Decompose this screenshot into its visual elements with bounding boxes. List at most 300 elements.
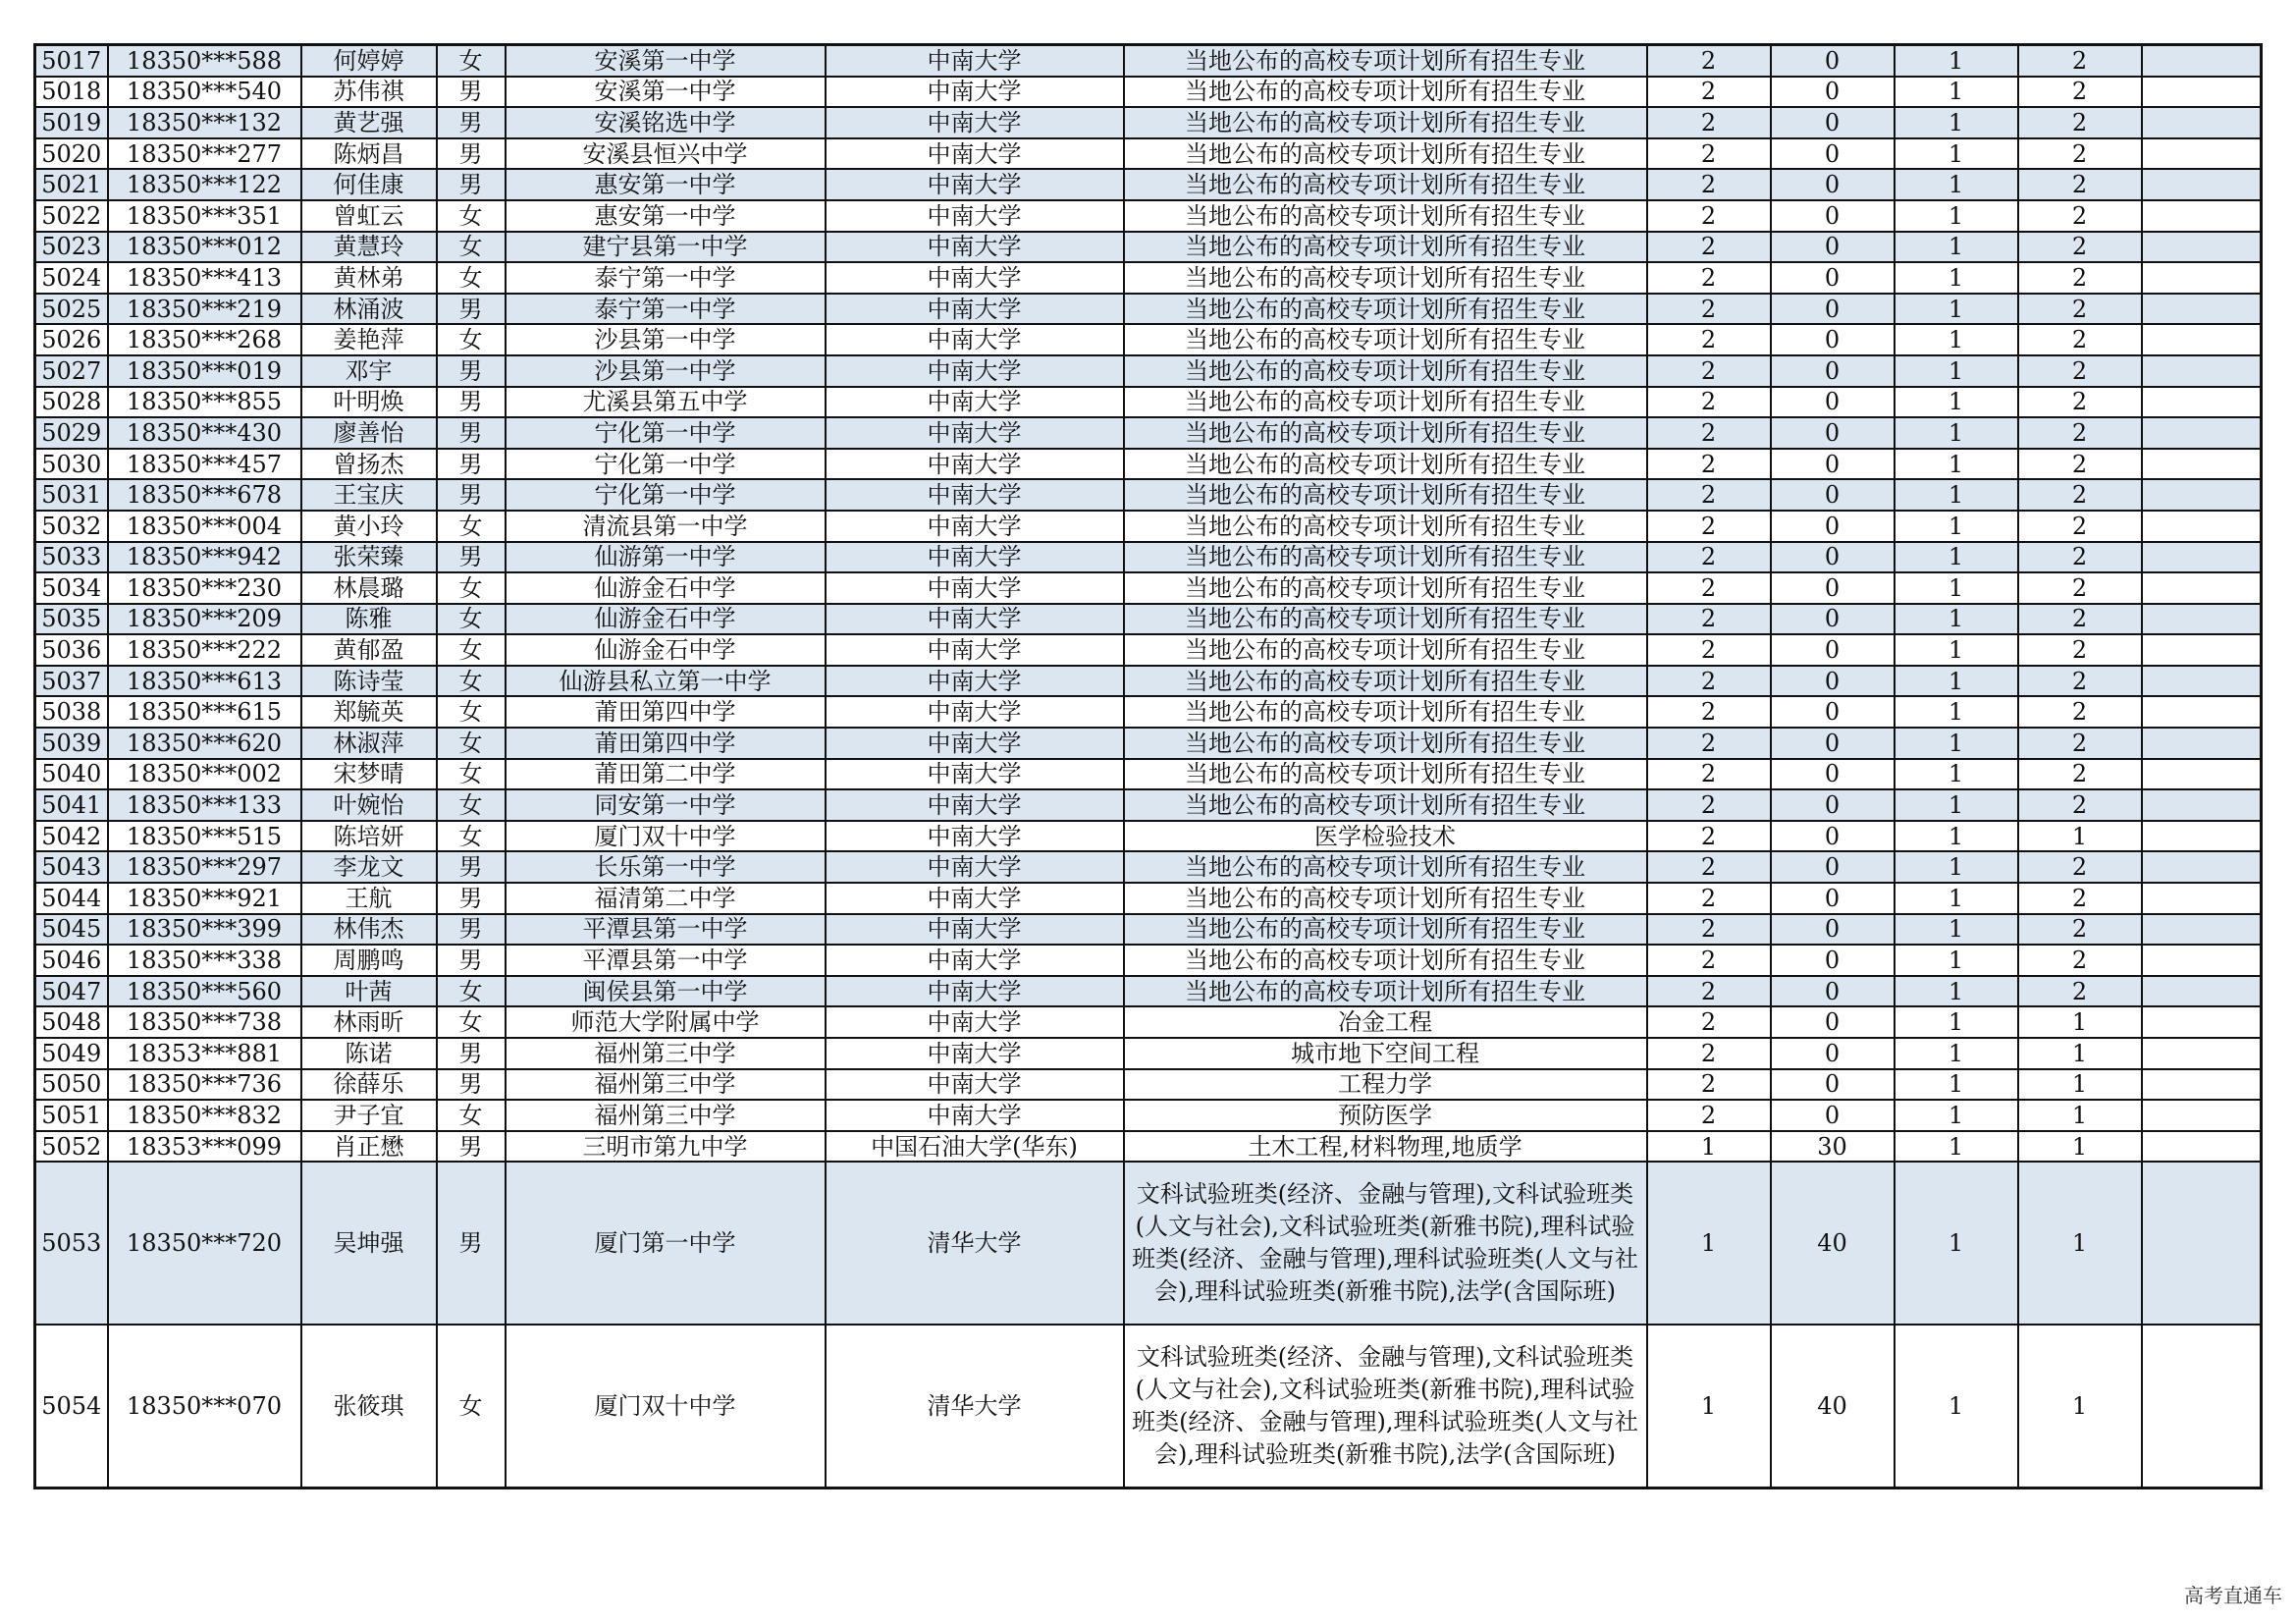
cell-value-2: 0 [1771, 138, 1895, 170]
cell-university: 中南大学 [826, 1006, 1124, 1038]
cell-exam-number: 18350***613 [108, 666, 301, 697]
cell-serial-number: 5023 [35, 232, 108, 263]
cell-serial-number: 5052 [35, 1131, 108, 1163]
cell-gender: 男 [437, 851, 506, 883]
cell-university: 中南大学 [826, 728, 1124, 759]
cell-student-name: 陈炳昌 [301, 138, 437, 170]
cell-value-3: 1 [1895, 232, 2018, 263]
cell-student-name: 陈雅 [301, 604, 437, 635]
cell-value-4: 1 [2018, 1325, 2142, 1489]
cell-high-school: 宁化第一中学 [506, 479, 826, 511]
cell-exam-number: 18350***351 [108, 200, 301, 232]
cell-value-3: 1 [1895, 1131, 2018, 1163]
cell-major: 当地公布的高校专项计划所有招生专业 [1124, 200, 1647, 232]
cell-gender: 女 [437, 1100, 506, 1131]
cell-student-name: 林雨昕 [301, 1006, 437, 1038]
cell-serial-number: 5041 [35, 789, 108, 821]
cell-value-3: 1 [1895, 200, 2018, 232]
cell-value-2: 0 [1771, 1069, 1895, 1101]
cell-gender: 男 [437, 449, 506, 480]
cell-value-2: 0 [1771, 417, 1895, 449]
table-row [35, 417, 2262, 449]
cell-serial-number: 5018 [35, 77, 108, 108]
table-row [35, 511, 2262, 542]
cell-value-4: 2 [2018, 542, 2142, 573]
cell-exam-number: 18353***881 [108, 1038, 301, 1069]
cell-serial-number: 5040 [35, 759, 108, 790]
cell-value-3: 1 [1895, 355, 2018, 387]
cell-major: 当地公布的高校专项计划所有招生专业 [1124, 479, 1647, 511]
cell-value-3: 1 [1895, 294, 2018, 325]
cell-value-1: 2 [1647, 572, 1771, 604]
cell-value-2: 0 [1771, 634, 1895, 666]
cell-high-school: 宁化第一中学 [506, 417, 826, 449]
cell-university: 清华大学 [826, 1162, 1124, 1325]
cell-gender: 男 [437, 479, 506, 511]
cell-value-1: 2 [1647, 449, 1771, 480]
cell-exam-number: 18350***012 [108, 232, 301, 263]
cell-value-3: 1 [1895, 604, 2018, 635]
table-row [35, 1131, 2262, 1163]
cell-value-1: 2 [1647, 417, 1771, 449]
cell-gender: 男 [437, 1162, 506, 1325]
cell-value-2: 0 [1771, 914, 1895, 946]
cell-high-school: 闽侯县第一中学 [506, 976, 826, 1007]
cell-value-1: 2 [1647, 945, 1771, 976]
cell-gender: 女 [437, 200, 506, 232]
cell-major: 当地公布的高校专项计划所有招生专业 [1124, 728, 1647, 759]
cell-major: 当地公布的高校专项计划所有招生专业 [1124, 45, 1647, 77]
cell-serial-number: 5049 [35, 1038, 108, 1069]
cell-serial-number: 5038 [35, 696, 108, 728]
cell-serial-number: 5028 [35, 387, 108, 418]
cell-exam-number: 18353***099 [108, 1131, 301, 1163]
cell-major: 文科试验班类(经济、金融与管理),文科试验班类(人文与社会),文科试验班类(新雅书院),理科试验班类(经济、金融与管理),理科试验班类(人文与社会),理科试验班类(新雅书院),法学(含国际班) [1124, 1325, 1647, 1489]
table-row [35, 945, 2262, 976]
cell-value-4: 2 [2018, 262, 2142, 294]
cell-exam-number: 18350***615 [108, 696, 301, 728]
cell-high-school: 三明市第九中学 [506, 1131, 826, 1163]
cell-high-school: 福州第三中学 [506, 1100, 826, 1131]
cell-university: 中南大学 [826, 976, 1124, 1007]
cell-value-2: 0 [1771, 883, 1895, 914]
cell-value-4: 2 [2018, 107, 2142, 138]
cell-value-4: 1 [2018, 1038, 2142, 1069]
cell-student-name: 张筱琪 [301, 1325, 437, 1489]
cell-value-2: 0 [1771, 200, 1895, 232]
cell-high-school: 厦门双十中学 [506, 1325, 826, 1489]
cell-serial-number: 5021 [35, 169, 108, 200]
cell-high-school: 同安第一中学 [506, 789, 826, 821]
cell-value-3: 1 [1895, 479, 2018, 511]
cell-high-school: 仙游县私立第一中学 [506, 666, 826, 697]
cell-value-1: 2 [1647, 542, 1771, 573]
cell-value-4: 1 [2018, 1131, 2142, 1163]
cell-university: 中南大学 [826, 417, 1124, 449]
cell-value-1: 2 [1647, 511, 1771, 542]
cell-remark [2142, 851, 2262, 883]
cell-value-3: 1 [1895, 1325, 2018, 1489]
cell-value-2: 0 [1771, 77, 1895, 108]
cell-major: 当地公布的高校专项计划所有招生专业 [1124, 232, 1647, 263]
cell-value-4: 2 [2018, 511, 2142, 542]
cell-university: 中南大学 [826, 851, 1124, 883]
cell-gender: 男 [437, 1069, 506, 1101]
cell-exam-number: 18350***430 [108, 417, 301, 449]
cell-value-4: 1 [2018, 1069, 2142, 1101]
cell-student-name: 曾虹云 [301, 200, 437, 232]
cell-major: 当地公布的高校专项计划所有招生专业 [1124, 107, 1647, 138]
cell-value-2: 0 [1771, 387, 1895, 418]
cell-high-school: 宁化第一中学 [506, 449, 826, 480]
cell-value-4: 2 [2018, 45, 2142, 77]
cell-value-4: 2 [2018, 387, 2142, 418]
cell-value-2: 0 [1771, 449, 1895, 480]
cell-exam-number: 18350***540 [108, 77, 301, 108]
cell-university: 中南大学 [826, 45, 1124, 77]
cell-student-name: 吴坤强 [301, 1162, 437, 1325]
cell-value-2: 0 [1771, 294, 1895, 325]
cell-major: 预防医学 [1124, 1100, 1647, 1131]
cell-value-4: 2 [2018, 572, 2142, 604]
cell-value-1: 2 [1647, 976, 1771, 1007]
cell-high-school: 长乐第一中学 [506, 851, 826, 883]
table-row [35, 1100, 2262, 1131]
cell-university: 中南大学 [826, 169, 1124, 200]
cell-student-name: 苏伟祺 [301, 77, 437, 108]
cell-value-2: 0 [1771, 479, 1895, 511]
cell-value-2: 0 [1771, 666, 1895, 697]
cell-value-4: 2 [2018, 604, 2142, 635]
cell-exam-number: 18350***720 [108, 1162, 301, 1325]
cell-value-1: 2 [1647, 200, 1771, 232]
cell-remark [2142, 200, 2262, 232]
cell-value-4: 2 [2018, 324, 2142, 355]
cell-high-school: 泰宁第一中学 [506, 262, 826, 294]
table-row [35, 1069, 2262, 1101]
cell-value-4: 2 [2018, 449, 2142, 480]
cell-serial-number: 5047 [35, 976, 108, 1007]
cell-exam-number: 18350***620 [108, 728, 301, 759]
cell-value-2: 0 [1771, 821, 1895, 852]
cell-student-name: 林晨璐 [301, 572, 437, 604]
cell-exam-number: 18350***209 [108, 604, 301, 635]
cell-student-name: 陈培妍 [301, 821, 437, 852]
cell-remark [2142, 604, 2262, 635]
cell-remark [2142, 728, 2262, 759]
cell-value-4: 2 [2018, 417, 2142, 449]
table-row [35, 169, 2262, 200]
table-row [35, 666, 2262, 697]
cell-gender: 女 [437, 666, 506, 697]
cell-value-4: 2 [2018, 759, 2142, 790]
cell-value-4: 2 [2018, 945, 2142, 976]
cell-gender: 女 [437, 604, 506, 635]
cell-high-school: 莆田第四中学 [506, 728, 826, 759]
cell-university: 中南大学 [826, 759, 1124, 790]
cell-university: 中南大学 [826, 789, 1124, 821]
cell-value-2: 0 [1771, 851, 1895, 883]
cell-remark [2142, 107, 2262, 138]
cell-student-name: 何婷婷 [301, 45, 437, 77]
cell-exam-number: 18350***132 [108, 107, 301, 138]
cell-high-school: 建宁县第一中学 [506, 232, 826, 263]
cell-value-2: 0 [1771, 542, 1895, 573]
cell-major: 土木工程,材料物理,地质学 [1124, 1131, 1647, 1163]
cell-university: 中南大学 [826, 355, 1124, 387]
cell-student-name: 林涌波 [301, 294, 437, 325]
cell-high-school: 清流县第一中学 [506, 511, 826, 542]
cell-high-school: 惠安第一中学 [506, 169, 826, 200]
cell-student-name: 叶茜 [301, 976, 437, 1007]
cell-remark [2142, 821, 2262, 852]
cell-value-1: 2 [1647, 324, 1771, 355]
cell-remark [2142, 232, 2262, 263]
cell-gender: 女 [437, 759, 506, 790]
cell-value-2: 0 [1771, 511, 1895, 542]
cell-gender: 男 [437, 542, 506, 573]
cell-value-1: 2 [1647, 604, 1771, 635]
cell-high-school: 沙县第一中学 [506, 324, 826, 355]
cell-student-name: 姜艳萍 [301, 324, 437, 355]
cell-student-name: 曾扬杰 [301, 449, 437, 480]
table-row [35, 1325, 2262, 1489]
cell-value-4: 2 [2018, 200, 2142, 232]
cell-university: 中南大学 [826, 696, 1124, 728]
admission-results-table [33, 43, 2263, 1489]
cell-university: 中南大学 [826, 107, 1124, 138]
cell-exam-number: 18350***297 [108, 851, 301, 883]
cell-major: 当地公布的高校专项计划所有招生专业 [1124, 511, 1647, 542]
cell-value-3: 1 [1895, 883, 2018, 914]
table-row [35, 759, 2262, 790]
cell-value-3: 1 [1895, 1162, 2018, 1325]
cell-student-name: 宋梦晴 [301, 759, 437, 790]
cell-major: 当地公布的高校专项计划所有招生专业 [1124, 789, 1647, 821]
cell-remark [2142, 666, 2262, 697]
cell-university: 中南大学 [826, 821, 1124, 852]
cell-serial-number: 5046 [35, 945, 108, 976]
cell-gender: 女 [437, 976, 506, 1007]
cell-remark [2142, 77, 2262, 108]
cell-value-4: 2 [2018, 883, 2142, 914]
cell-gender: 男 [437, 883, 506, 914]
cell-gender: 男 [437, 914, 506, 946]
cell-value-3: 1 [1895, 634, 2018, 666]
cell-value-4: 2 [2018, 294, 2142, 325]
cell-remark [2142, 479, 2262, 511]
cell-gender: 女 [437, 696, 506, 728]
cell-high-school: 莆田第二中学 [506, 759, 826, 790]
cell-value-1: 2 [1647, 77, 1771, 108]
cell-remark [2142, 945, 2262, 976]
cell-serial-number: 5043 [35, 851, 108, 883]
table-row [35, 77, 2262, 108]
cell-value-4: 2 [2018, 789, 2142, 821]
cell-value-4: 2 [2018, 696, 2142, 728]
cell-value-2: 0 [1771, 696, 1895, 728]
table-row [35, 1038, 2262, 1069]
cell-value-1: 2 [1647, 696, 1771, 728]
cell-exam-number: 18350***457 [108, 449, 301, 480]
cell-value-3: 1 [1895, 572, 2018, 604]
cell-student-name: 王航 [301, 883, 437, 914]
table-row [35, 479, 2262, 511]
cell-value-3: 1 [1895, 107, 2018, 138]
cell-gender: 男 [437, 417, 506, 449]
cell-gender: 女 [437, 1325, 506, 1489]
cell-value-4: 2 [2018, 138, 2142, 170]
cell-value-1: 2 [1647, 1069, 1771, 1101]
cell-student-name: 叶明焕 [301, 387, 437, 418]
cell-value-3: 1 [1895, 45, 2018, 77]
cell-major: 当地公布的高校专项计划所有招生专业 [1124, 914, 1647, 946]
cell-remark [2142, 914, 2262, 946]
cell-major: 当地公布的高校专项计划所有招生专业 [1124, 169, 1647, 200]
cell-value-3: 1 [1895, 449, 2018, 480]
cell-gender: 男 [437, 77, 506, 108]
cell-serial-number: 5042 [35, 821, 108, 852]
table-row [35, 262, 2262, 294]
cell-remark [2142, 138, 2262, 170]
cell-value-3: 1 [1895, 945, 2018, 976]
cell-student-name: 黄慧玲 [301, 232, 437, 263]
cell-value-2: 0 [1771, 1038, 1895, 1069]
cell-major: 当地公布的高校专项计划所有招生专业 [1124, 572, 1647, 604]
cell-university: 中南大学 [826, 883, 1124, 914]
cell-exam-number: 18350***588 [108, 45, 301, 77]
cell-student-name: 廖善怡 [301, 417, 437, 449]
cell-gender: 男 [437, 1038, 506, 1069]
table-row [35, 324, 2262, 355]
table-row [35, 976, 2262, 1007]
table-row [35, 572, 2262, 604]
cell-major: 当地公布的高校专项计划所有招生专业 [1124, 851, 1647, 883]
cell-major: 当地公布的高校专项计划所有招生专业 [1124, 696, 1647, 728]
table-row [35, 634, 2262, 666]
cell-value-3: 1 [1895, 914, 2018, 946]
cell-major: 当地公布的高校专项计划所有招生专业 [1124, 262, 1647, 294]
table-row [35, 851, 2262, 883]
cell-serial-number: 5029 [35, 417, 108, 449]
cell-university: 中南大学 [826, 479, 1124, 511]
cell-serial-number: 5037 [35, 666, 108, 697]
cell-value-3: 1 [1895, 417, 2018, 449]
table-row [35, 138, 2262, 170]
cell-university: 中南大学 [826, 1038, 1124, 1069]
table-row [35, 200, 2262, 232]
cell-major: 工程力学 [1124, 1069, 1647, 1101]
cell-gender: 女 [437, 634, 506, 666]
cell-value-3: 1 [1895, 77, 2018, 108]
cell-value-1: 2 [1647, 1006, 1771, 1038]
cell-value-1: 2 [1647, 851, 1771, 883]
cell-remark [2142, 634, 2262, 666]
cell-remark [2142, 572, 2262, 604]
cell-gender: 女 [437, 324, 506, 355]
cell-value-1: 2 [1647, 387, 1771, 418]
cell-high-school: 平潭县第一中学 [506, 914, 826, 946]
cell-university: 中南大学 [826, 449, 1124, 480]
cell-major: 当地公布的高校专项计划所有招生专业 [1124, 324, 1647, 355]
cell-value-3: 1 [1895, 821, 2018, 852]
cell-value-1: 2 [1647, 728, 1771, 759]
cell-major: 当地公布的高校专项计划所有招生专业 [1124, 138, 1647, 170]
cell-gender: 女 [437, 728, 506, 759]
cell-high-school: 尤溪县第五中学 [506, 387, 826, 418]
cell-value-1: 2 [1647, 1038, 1771, 1069]
cell-exam-number: 18350***738 [108, 1006, 301, 1038]
cell-exam-number: 18350***678 [108, 479, 301, 511]
cell-exam-number: 18350***736 [108, 1069, 301, 1101]
cell-gender: 男 [437, 294, 506, 325]
cell-student-name: 黄艺强 [301, 107, 437, 138]
table-row [35, 821, 2262, 852]
table-row [35, 355, 2262, 387]
cell-value-2: 0 [1771, 572, 1895, 604]
cell-value-1: 2 [1647, 107, 1771, 138]
cell-remark [2142, 976, 2262, 1007]
cell-high-school: 安溪县恒兴中学 [506, 138, 826, 170]
cell-value-1: 2 [1647, 294, 1771, 325]
table-row [35, 387, 2262, 418]
cell-remark [2142, 1069, 2262, 1101]
table-row [35, 696, 2262, 728]
cell-value-1: 2 [1647, 789, 1771, 821]
cell-exam-number: 18350***921 [108, 883, 301, 914]
cell-value-1: 2 [1647, 169, 1771, 200]
cell-value-3: 1 [1895, 138, 2018, 170]
cell-remark [2142, 1100, 2262, 1131]
cell-remark [2142, 417, 2262, 449]
cell-serial-number: 5036 [35, 634, 108, 666]
cell-remark [2142, 542, 2262, 573]
cell-high-school: 安溪第一中学 [506, 45, 826, 77]
table-row [35, 294, 2262, 325]
cell-serial-number: 5035 [35, 604, 108, 635]
cell-high-school: 仙游金石中学 [506, 634, 826, 666]
cell-value-4: 1 [2018, 1006, 2142, 1038]
cell-value-2: 40 [1771, 1162, 1895, 1325]
cell-remark [2142, 1162, 2262, 1325]
cell-serial-number: 5026 [35, 324, 108, 355]
cell-major: 城市地下空间工程 [1124, 1038, 1647, 1069]
cell-value-4: 2 [2018, 976, 2142, 1007]
cell-serial-number: 5022 [35, 200, 108, 232]
cell-value-2: 40 [1771, 1325, 1895, 1489]
cell-serial-number: 5054 [35, 1325, 108, 1489]
cell-value-2: 0 [1771, 728, 1895, 759]
cell-value-4: 2 [2018, 728, 2142, 759]
cell-value-2: 0 [1771, 1006, 1895, 1038]
cell-high-school: 师范大学附属中学 [506, 1006, 826, 1038]
table-row [35, 542, 2262, 573]
cell-serial-number: 5032 [35, 511, 108, 542]
cell-university: 中南大学 [826, 262, 1124, 294]
cell-serial-number: 5039 [35, 728, 108, 759]
cell-value-3: 1 [1895, 542, 2018, 573]
cell-remark [2142, 1131, 2262, 1163]
cell-serial-number: 5017 [35, 45, 108, 77]
cell-student-name: 郑毓英 [301, 696, 437, 728]
cell-exam-number: 18350***560 [108, 976, 301, 1007]
cell-value-4: 2 [2018, 479, 2142, 511]
cell-serial-number: 5053 [35, 1162, 108, 1325]
cell-value-3: 1 [1895, 1100, 2018, 1131]
cell-gender: 男 [437, 107, 506, 138]
cell-remark [2142, 45, 2262, 77]
cell-remark [2142, 511, 2262, 542]
